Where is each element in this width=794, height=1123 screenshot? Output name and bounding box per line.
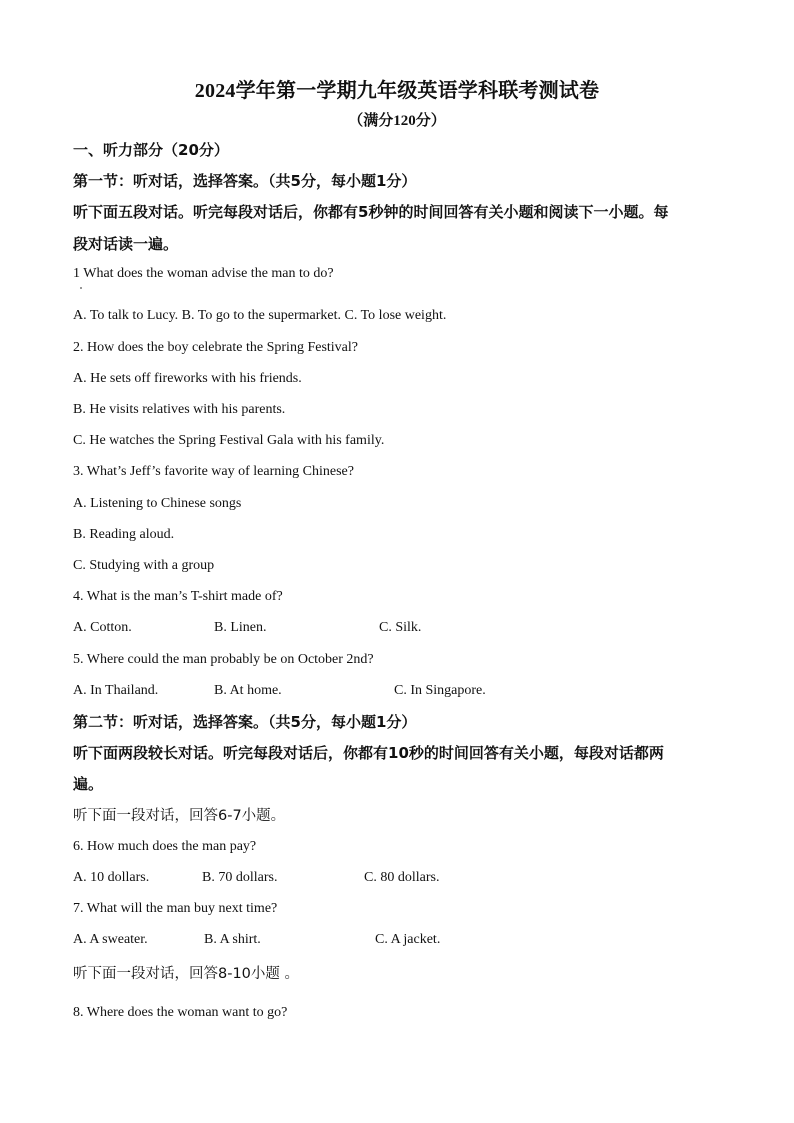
- question-2-stem: 2. How does the boy celebrate the Spring Festival?: [73, 340, 358, 355]
- section1-instruction-line1: 听下面五段对话。听完每段对话后，你都有5秒钟的时间回答有关小题和阅读下一小题。每: [73, 203, 669, 221]
- question-3-option-a: A. Listening to Chinese songs: [73, 496, 242, 511]
- page-title: 2024学年第一学期九年级英语学科联考测试卷: [194, 80, 600, 102]
- question-4-stem: 4. What is the man’s T-shirt made of?: [73, 589, 283, 604]
- section1-instruction-line2: 段对话读一遍。: [73, 235, 179, 253]
- question-6-stem: 6. How much does the man pay?: [73, 839, 257, 854]
- question-4-option-c: C. Silk.: [379, 620, 422, 635]
- question-3-option-c: C. Studying with a group: [73, 558, 215, 573]
- question-1-options: A. To talk to Lucy. B. To go to the supermarket. C. To lose weight.: [73, 308, 447, 323]
- section1-heading: 第一节：听对话，选择答案。（共5分，每小题1分）: [73, 172, 417, 190]
- question-2-option-b: B. He visits relatives with his parents.: [73, 402, 286, 417]
- full-score-note: （满分120分）: [348, 113, 446, 129]
- section2-heading: 第二节：听对话，选择答案。（共5分，每小题1分）: [73, 713, 417, 731]
- question-8-stem: 8. Where does the woman want to go?: [73, 1005, 288, 1020]
- question-5-option-a: A. In Thailand.: [73, 683, 159, 698]
- question-2-option-c: C. He watches the Spring Festival Gala with his family.: [73, 433, 385, 448]
- question-5-stem: 5. Where could the man probably be on October 2nd?: [73, 652, 374, 667]
- question-4-option-a: A. Cotton.: [73, 620, 132, 635]
- question-5-option-c: C. In Singapore.: [394, 683, 486, 698]
- section2-instruction-line2: 遍。: [73, 775, 104, 793]
- dialogue-group-1-intro: 听下面一段对话，回答6-7小题。: [73, 808, 286, 824]
- question-6-option-c: C. 80 dollars.: [364, 870, 440, 885]
- question-1-stem: 1 What does the woman advise the man to do?: [73, 266, 334, 281]
- question-5-option-b: B. At home.: [214, 683, 282, 698]
- question-7-option-b: B. A shirt.: [204, 932, 261, 947]
- question-6-option-b: B. 70 dollars.: [202, 870, 278, 885]
- question-3-option-b: B. Reading aloud.: [73, 527, 175, 542]
- question-7-option-c: C. A jacket.: [375, 932, 441, 947]
- question-7-stem: 7. What will the man buy next time?: [73, 901, 278, 916]
- question-7-option-a: A. A sweater.: [73, 932, 148, 947]
- question-2-option-a: A. He sets off fireworks with his friends.: [73, 371, 302, 386]
- question-6-option-a: A. 10 dollars.: [73, 870, 150, 885]
- question-3-stem: 3. What’s Jeff’s favorite way of learning Chinese?: [73, 464, 354, 479]
- dialogue-group-2-intro: 听下面一段对话，回答8-10小题 。: [73, 966, 300, 982]
- stray-mark: [80, 287, 82, 289]
- part1-heading: 一、听力部分（20分）: [73, 141, 229, 159]
- section2-instruction-line1: 听下面两段较长对话。听完每段对话后，你都有10秒的时间回答有关小题，每段对话都两: [73, 744, 664, 762]
- question-4-option-b: B. Linen.: [214, 620, 267, 635]
